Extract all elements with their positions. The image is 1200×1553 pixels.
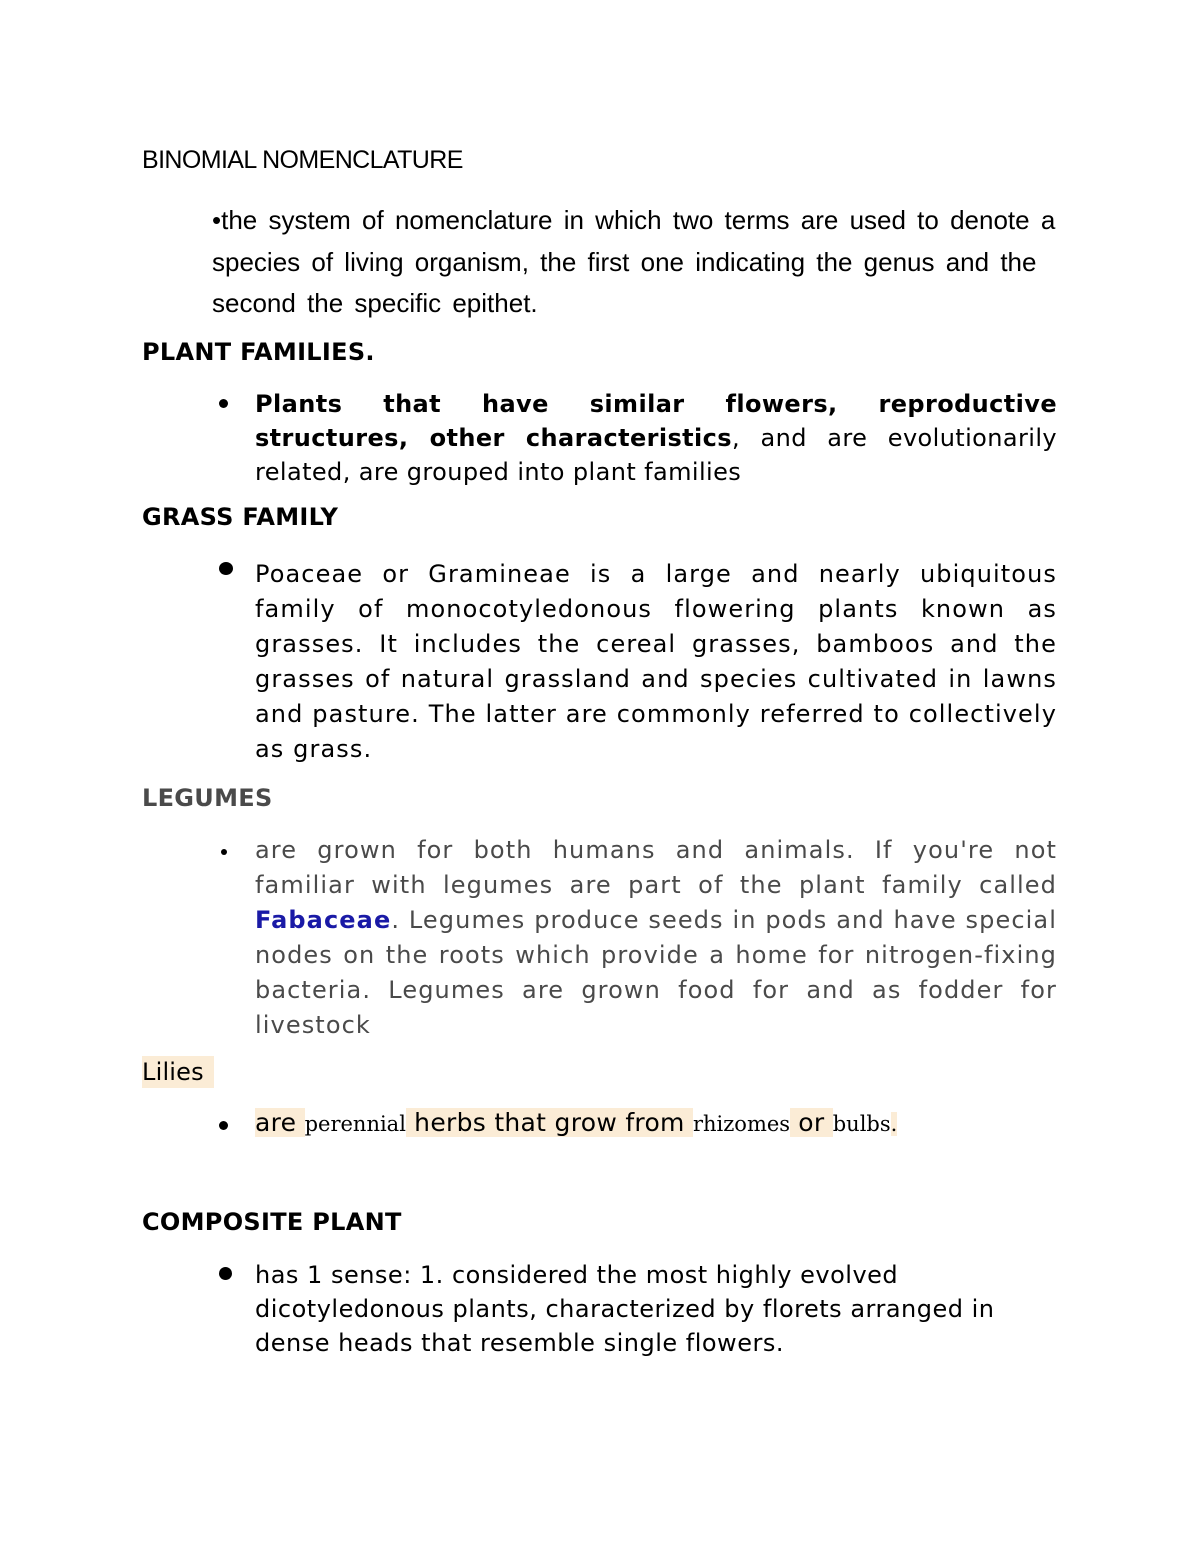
- fabaceae-link[interactable]: Fabaceae: [255, 906, 392, 934]
- legumes-text-before: are grown for both humans and animals. If you're not familiar with legumes are part of the plant family called: [255, 836, 1057, 899]
- legumes-text: [255, 833, 1057, 1043]
- heading-legumes: LEGUMES: [142, 784, 273, 812]
- bullet-icon: [219, 1121, 228, 1130]
- bullet-icon: [219, 399, 228, 408]
- composite-plant-text: has 1 sense: 1. considered the most highly evolved dicotyledonous plants, characterized by florets arranged in dense heads that resemble single flowers.: [255, 1261, 995, 1357]
- lilies-text: [255, 1108, 897, 1137]
- grass-family-text: Poaceae or Gramineae is a large and nearly ubiquitous family of monocotyledonous flowering plants known as grasses. It includes the cereal grasses, bamboos and the grasses of natural grassland and species cultivated in lawns and pasture. The latter are commonly referred to collectively as grass.: [255, 560, 1057, 763]
- plant-families-rest-text: , and are evolutionarily related, are grouped into plant families: [255, 424, 1057, 486]
- legumes-text-after: . Legumes produce seeds in pods and have special nodes on the roots which provide a home for nitrogen-fixing bacteria. Legumes are grown food for and as fodder for livestock: [255, 906, 1057, 1039]
- lilies-text-part: or: [790, 1108, 833, 1137]
- lilies-text-part: herbs that grow from: [405, 1108, 693, 1137]
- plant-families-bold-text: Plants that have similar flowers, reproductive structures, other characteristics: [255, 390, 1057, 452]
- bullet-icon: [221, 849, 227, 855]
- lilies-text-part: .: [890, 1112, 898, 1136]
- bullet-icon: [219, 562, 233, 575]
- heading-lilies: Lilies: [142, 1056, 214, 1088]
- lilies-text-part: are: [255, 1108, 305, 1137]
- lilies-text-part: bulbs: [832, 1112, 891, 1136]
- binomial-definition-text: •the system of nomenclature in which two terms are used to denote a species of living organism, the first one indicating the genus and the second the specific epithet.: [212, 205, 1056, 318]
- lilies-text-part: rhizomes: [692, 1112, 791, 1136]
- heading-grass-family: GRASS FAMILY: [142, 503, 339, 531]
- lilies-text-part: perennial: [304, 1112, 406, 1136]
- heading-plant-families: PLANT FAMILIES.: [142, 338, 375, 366]
- heading-binomial-nomenclature: BINOMIAL NOMENCLATURE: [142, 146, 463, 174]
- plant-families-text: [255, 387, 1057, 489]
- bullet-icon: [219, 1267, 232, 1280]
- heading-composite-plant: COMPOSITE PLANT: [142, 1208, 402, 1236]
